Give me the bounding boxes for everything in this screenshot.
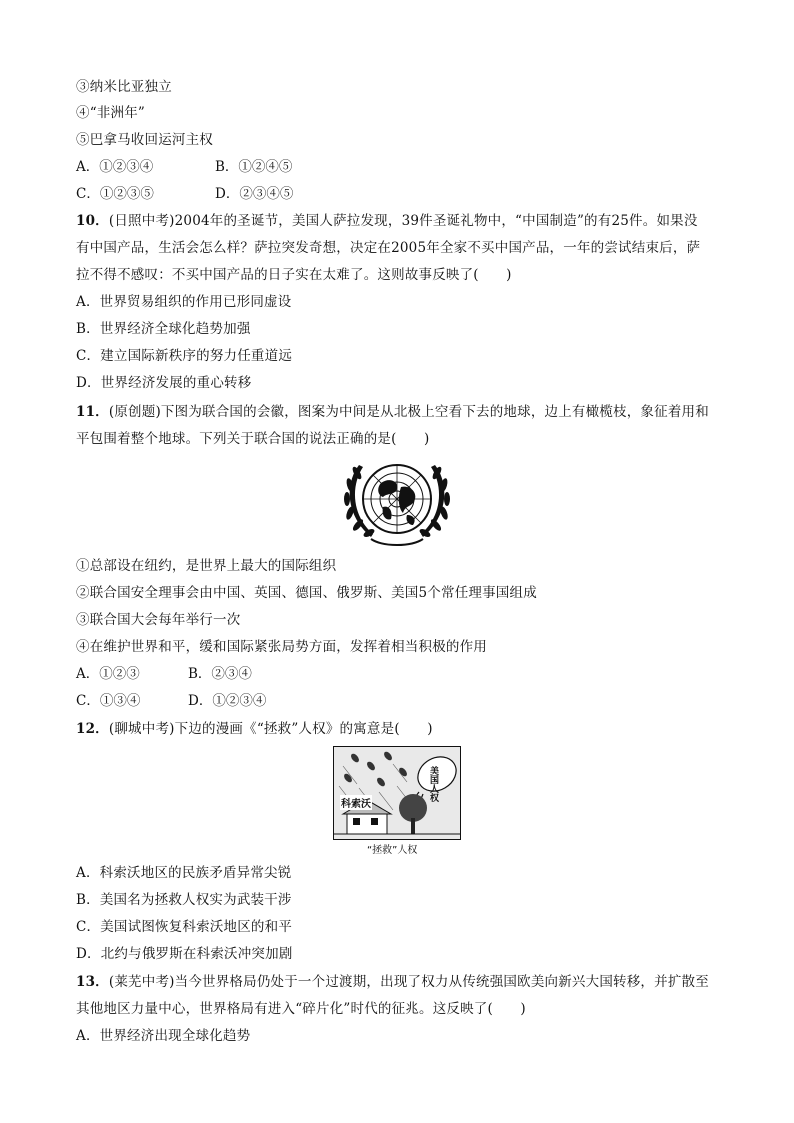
- q10-stem-text-1: (日照中考)2004年的圣诞节，美国人萨拉发现，39件圣诞礼物中，“中国制造”的有25件。如果没: [108, 213, 698, 229]
- cartoon-region-label: 科索沃: [340, 795, 372, 810]
- q10-stem-line-3: 拉不得不感叹：不买中国产品的日子实在太难了。这则故事反映了( ): [76, 267, 512, 283]
- q12-stem-line: [76, 720, 726, 738]
- q10-stem-line-2: 有中国产品，生活会怎么样？萨拉突发奇想，决定在2005年全家不买中国产品，一年的尝试结束后，萨: [76, 240, 701, 256]
- q10-number: 10．: [76, 213, 109, 229]
- q12-option-d: D．北约与俄罗斯在科索沃冲突加剧: [76, 946, 293, 962]
- q10-option-a: A．世界贸易组织的作用已形同虚设: [76, 294, 292, 310]
- q11-item-3: ③联合国大会每年举行一次: [76, 612, 241, 628]
- q9-option-c: C．①②③⑤: [76, 186, 154, 202]
- q10-option-d: D．世界经济发展的重心转移: [76, 375, 252, 391]
- q12-option-b: B．美国名为拯救人权实为武装干涉: [76, 892, 292, 908]
- q9-option-d: D．②③④⑤: [215, 186, 294, 202]
- q11-stem-text-1: (原创题)下图为联合国的会徽，图案为中间是从北极上空看下去的地球，边上有橄榄枝，象征着用和: [108, 404, 709, 420]
- q11-option-c: C．①③④: [76, 693, 141, 709]
- q13-stem-line-1: [76, 973, 726, 991]
- q13-stem-line-2: 其他地区力量中心，世界格局有进入“碎片化”时代的征兆。这反映了( ): [76, 1001, 526, 1017]
- q9-item-5: ⑤巴拿马收回运河主权: [76, 132, 213, 148]
- q12-option-c: C．美国试图恢复科索沃地区的和平: [76, 919, 293, 935]
- globe-icon: [363, 465, 431, 533]
- un-emblem-image: [337, 453, 457, 551]
- q11-number: 11．: [76, 404, 109, 420]
- cartoon-bomb-label: 美国人权: [428, 766, 438, 802]
- q12-stem-text: (聊城中考)下边的漫画《“拯救”人权》的寓意是( ): [108, 721, 433, 737]
- tree-drawing: [399, 794, 427, 822]
- q9-item-4: ④“非洲年”: [76, 105, 146, 121]
- q13-stem-text-1: (莱芜中考)当今世界格局仍处于一个过渡期，出现了权力从传统强国欧美向新兴大国转移，并扩散至: [108, 974, 709, 990]
- q11-item-2: ②联合国安全理事会由中国、英国、德国、俄罗斯、美国5个常任理事国组成: [76, 585, 537, 601]
- q11-stem-line-2: 平包围着整个地球。下列关于联合国的说法正确的是( ): [76, 431, 430, 447]
- q9-option-b: B．①②④⑤: [215, 159, 293, 175]
- q11-option-a: A．①②③: [76, 666, 140, 682]
- q10-option-c: C．建立国际新秩序的努力任重道远: [76, 348, 293, 364]
- q9-option-a: A．①②③④: [76, 159, 154, 175]
- cartoon-image: [333, 746, 461, 840]
- q12-option-a: A．科索沃地区的民族矛盾异常尖锐: [76, 865, 292, 881]
- q9-item-3: ③纳米比亚独立: [76, 79, 172, 95]
- q11-stem-line-1: [76, 403, 726, 421]
- q11-option-b: B．②③④: [188, 666, 252, 682]
- cartoon-caption: “拯救”人权: [367, 845, 418, 856]
- q10-option-b: B．世界经济全球化趋势加强: [76, 321, 251, 337]
- q12-number: 12．: [76, 721, 109, 737]
- q10-stem-line-1: [76, 212, 726, 230]
- q11-item-1: ①总部设在纽约，是世界上最大的国际组织: [76, 558, 337, 574]
- q13-option-a: A．世界经济出现全球化趋势: [76, 1028, 251, 1044]
- q13-number: 13．: [76, 974, 109, 990]
- q11-option-d: D．①②③④: [188, 693, 267, 709]
- q11-item-4: ④在维护世界和平，缓和国际紧张局势方面，发挥着相当积极的作用: [76, 639, 487, 655]
